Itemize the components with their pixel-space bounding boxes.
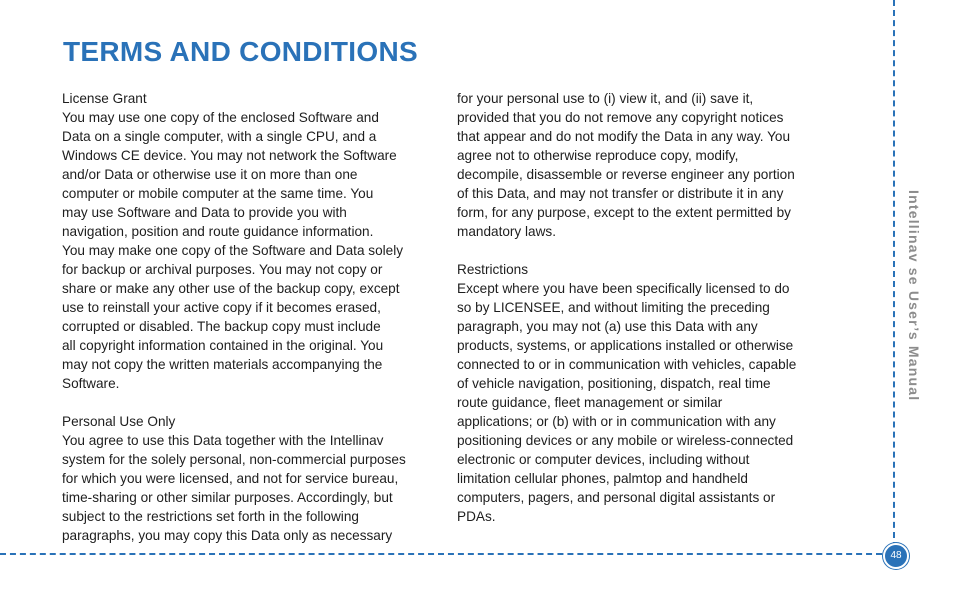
personal-use-heading: Personal Use Only [62,414,176,429]
page-title: TERMS AND CONDITIONS [63,36,418,67]
license-grant-body: You may use one copy of the enclosed Software and Data on a single computer, with a single CPU, and a Windows CE device. You may not network the Software and/or Data or otherwise use it on more than one computer or mobile computer at the same time. You may use Software and Data to provide you with navigation, position and route guidance information. You may make one copy of the Software and Data solely for backup or archival purposes. You may not copy or share or make any other use of the backup copy, except use to reinstall your active copy if it becomes erased, corrupted or disabled. The backup copy must include all copyright information contained in the original. You may not copy the written materials accompanying the Software. [62,110,404,391]
manual-title-sidebar: Intellinav se User’s Manual [906,190,922,402]
right-column [457,89,837,526]
horizontal-dashed-border [0,553,882,555]
license-grant-heading: License Grant [62,91,147,106]
restrictions-heading: Restrictions [457,262,529,277]
personal-use-continued: for your personal use to (i) view it, and (ii) save it, provided that you do not remove any copyright notices that appear and do not modify the Data in any way. You agree not to otherwise reproduce copy, modify, decompile, disassemble or reverse engineer any portion of this Data, and may not transfer or distribute it in any form, for any purpose, except to the extent permitted by mandatory laws. [457,91,795,239]
paragraph-gap [62,393,442,412]
restrictions-body: Except where you have been specifically licensed to do so by LICENSEE, and without limiting the preceding paragraph, you may not (a) use this Data with any products, systems, or applications installed or otherwise connected to or in communication with vehicles, capable of vehicle navigation, positioning, dispatch, real time route guidance, fleet management or similar applications; or (b) with or in communication with any positioning devices or any mobile or wireless-connected electronic or computer devices, including without limitation cellular phones, palmtop and handheld computers, pagers, and personal digital assistants or PDAs. [457,281,797,524]
paragraph-gap [457,241,837,260]
personal-use-body: You agree to use this Data together with the Intellinav system for the solely personal, non-commercial purposes for which you were licensed, and not for service bureau, time-sharing or other similar purposes. Accordingly, but subject to the restrictions set forth in the following paragraphs, you may copy this Data only as necessary [62,433,406,543]
left-column [62,89,442,545]
page-number-badge: 48 [883,543,909,569]
vertical-dashed-border [893,0,895,548]
